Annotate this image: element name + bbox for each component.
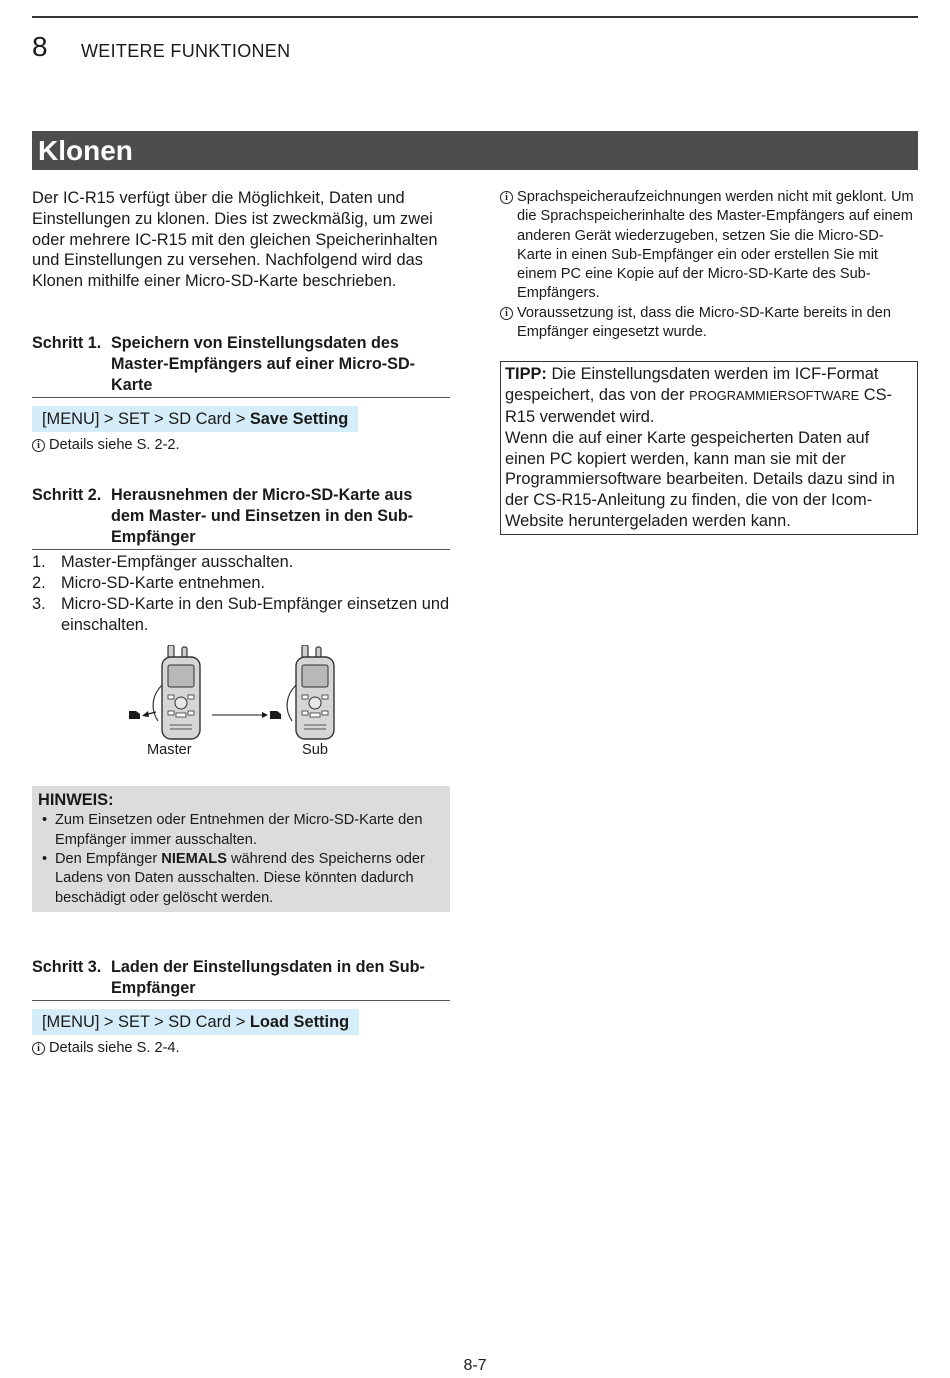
note-voice-memory-text: Sprachspeicheraufzeichnungen werden nicht mit geklont. Um die Sprachspeicherinhalte des Master-Empfängers auf einem anderen Gerät wiederzugeben, setzen Sie die Micro-SD-Karte in einen Sub-Empfänger ein oder erstellen Sie mit einem PC eine Kopie auf der Micro-SD-Karte des Sub-Empfängers.	[517, 189, 914, 302]
chapter-title: WEITERE FUNKTIONEN	[81, 41, 291, 61]
note-sd-inserted-text: Voraussetzung ist, dass die Micro-SD-Karte bereits in den Empfänger eingesetzt wurde.	[517, 304, 891, 341]
info-icon: i	[500, 191, 513, 204]
list-text: Micro-SD-Karte in den Sub-Empfänger einsetzen und einschalten.	[61, 594, 450, 634]
bullet: •	[42, 812, 48, 829]
sd-card-icon	[129, 711, 140, 719]
figure-label-sub: Sub	[302, 742, 328, 759]
list-item	[32, 573, 450, 594]
list-item	[32, 594, 450, 636]
list-item	[38, 811, 444, 850]
page-number: 8-7	[463, 1357, 487, 1374]
arrow-right-icon	[212, 712, 268, 718]
info-icon: i	[32, 439, 45, 452]
list-text: Micro-SD-Karte entnehmen.	[61, 574, 266, 593]
hinweis-box	[32, 786, 450, 911]
note-sd-inserted	[500, 304, 918, 343]
step1-title: Speichern von Einstellungsdaten des Master-Empfängers auf einer Micro-SD-Karte	[111, 333, 416, 394]
radio-receiver-icon	[153, 645, 200, 739]
step2-number: Schritt 2.	[32, 486, 102, 505]
list-item	[38, 850, 444, 908]
tipp-text1: Die Einstellungsdaten werden im ICF-Format gespeichert, das von der	[505, 365, 879, 405]
tipp-box	[500, 361, 918, 534]
figure-label-master: Master	[147, 742, 192, 759]
step1-menu-path	[32, 406, 358, 432]
step1-menu-command: Save Setting	[249, 409, 349, 428]
hinweis-list	[38, 811, 444, 907]
sd-card-icon	[270, 711, 281, 719]
step3-menu-command: Load Setting	[249, 1012, 350, 1031]
right-column	[500, 188, 918, 535]
tipp-text3: Wenn die auf einer Karte gespeicherten Daten auf einen PC kopiert werden, kann man sie mit der Programmiersoftware bearbeiten. Details dazu sind in der CS-R15-Anleitung zu finden, die von der Icom-Website heruntergeladen werden kann.	[505, 428, 895, 530]
header-rule	[32, 16, 918, 18]
step1-info-text: Details siehe S. 2-2.	[49, 436, 180, 453]
note-voice-memory	[500, 188, 918, 304]
chapter-number: 8	[32, 31, 48, 62]
list-number: 3.	[32, 594, 46, 613]
step3-heading	[32, 957, 450, 1001]
info-icon: i	[32, 1042, 45, 1055]
radio-receiver-icon	[287, 645, 334, 739]
hinweis-item2-post: während des Speicherns oder Ladens von Daten ausschalten. Diese könnten dadurch beschädigt oder gelöscht werden.	[55, 851, 425, 906]
left-column	[32, 188, 450, 1058]
hinweis-title: HINWEIS:	[38, 791, 114, 810]
step3-info-text: Details siehe S. 2-4.	[49, 1039, 180, 1056]
section-title: Klonen	[32, 131, 918, 170]
tipp-label: TIPP:	[505, 365, 547, 384]
step2-title: Herausnehmen der Micro-SD-Karte aus dem Master- und Einsetzen in den Sub-Empfänger	[111, 486, 414, 547]
hinweis-item2-pre: Den Empfänger	[55, 851, 162, 868]
step3-number: Schritt 3.	[32, 957, 102, 976]
list-number: 1.	[32, 553, 46, 572]
step3-menu-path	[32, 1009, 359, 1035]
step1-info	[32, 436, 450, 455]
step1-number: Schritt 1.	[32, 333, 102, 352]
step3-info	[32, 1039, 450, 1058]
list-number: 2.	[32, 574, 46, 593]
step1-menu-prefix: [MENU] > SET > SD Card >	[42, 409, 250, 428]
step1-heading	[32, 333, 450, 398]
step3-menu-prefix: [MENU] > SET > SD Card >	[42, 1012, 250, 1031]
step3-title: Laden der Einstellungsdaten in den Sub-Empfänger	[111, 957, 425, 997]
step2-list	[32, 552, 450, 635]
tipp-text2: CS-R15 verwendet wird.	[505, 386, 893, 426]
hinweis-item1: Zum Einsetzen oder Entnehmen der Micro-SD-Karte den Empfänger immer ausschalten.	[55, 812, 423, 848]
step2-heading	[32, 485, 450, 550]
list-item	[32, 552, 450, 573]
tipp-smallcaps: PROGRAMMIERSOFTWARE	[689, 388, 860, 404]
intro-paragraph: Der IC-R15 verfügt über die Möglichkeit, Daten und Einstellungen zu klonen. Dies ist zweckmäßig, um zwei oder mehrere IC-R15 mit den gleichen Speicherinhalten und Einstellungen zu versehen. Nachfolgend wird das Klonen mithilfe einer Micro-SD-Karte beschrieben.	[32, 189, 438, 291]
bullet: •	[42, 851, 48, 868]
hinweis-item2-bold: NIEMALS	[161, 851, 227, 868]
info-icon: i	[500, 307, 513, 320]
cloning-illustration	[32, 645, 450, 749]
list-text: Master-Empfänger ausschalten.	[61, 553, 294, 572]
cloning-figure	[32, 645, 450, 771]
